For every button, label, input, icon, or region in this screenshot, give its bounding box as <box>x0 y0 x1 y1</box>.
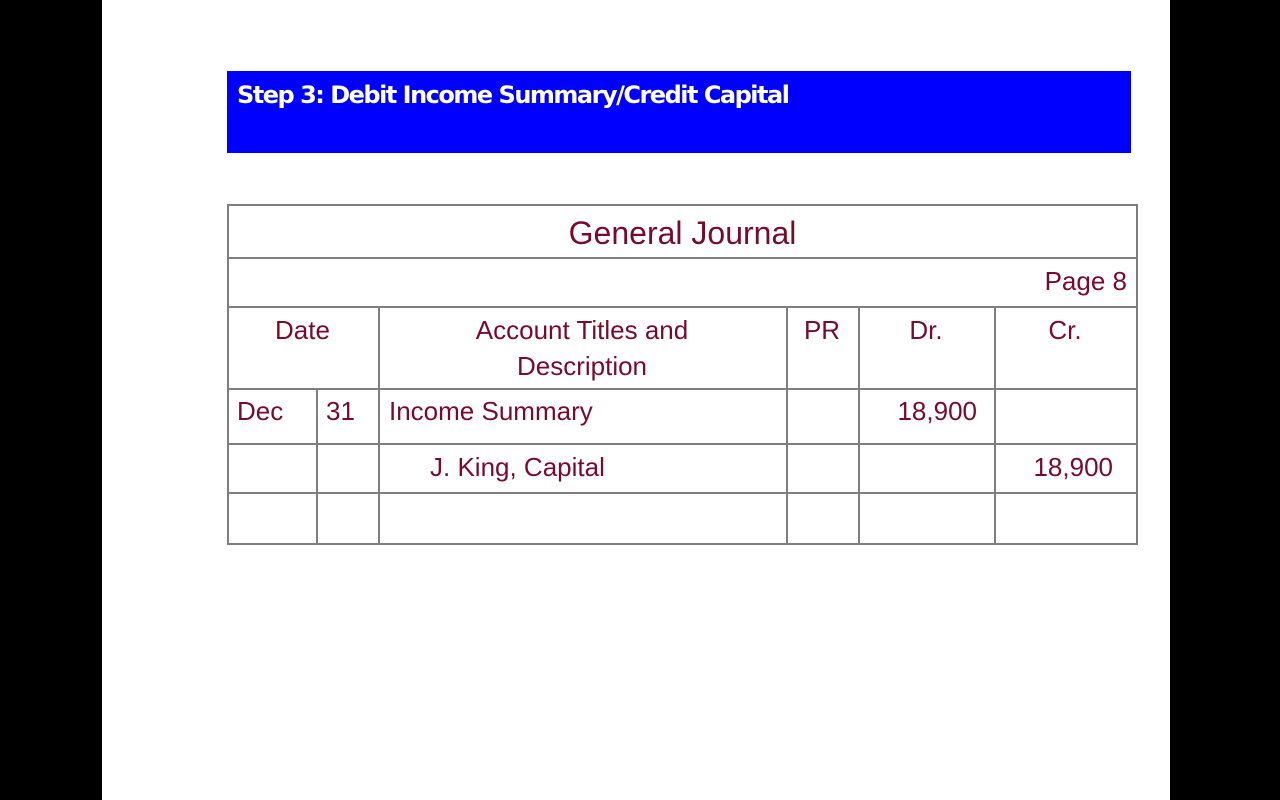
table-rule-title <box>227 257 1138 259</box>
journal-title: General Journal <box>568 215 797 251</box>
table-border-bottom <box>227 543 1138 545</box>
table-border-right <box>1136 204 1138 545</box>
row1-day: 31 <box>326 396 355 426</box>
table-rule-row2 <box>227 492 1138 494</box>
column-rule-month-day <box>316 388 318 545</box>
header-credit: Cr. <box>1048 315 1082 345</box>
table-border-left <box>227 204 229 545</box>
header-date: Date <box>275 315 330 345</box>
table-border-top <box>227 204 1138 206</box>
row2-account: J. King, Capital <box>430 452 605 482</box>
table-rule-page <box>227 306 1138 308</box>
slide <box>102 0 1170 800</box>
header-pr: PR <box>803 315 841 345</box>
header-account-line2: Description <box>516 351 648 381</box>
header-debit: Dr. <box>909 315 943 345</box>
step-banner <box>227 71 1131 153</box>
step-title: Step 3: Debit Income Summary/Credit Capital <box>237 81 789 109</box>
row1-month: Dec <box>237 396 284 426</box>
table-rule-row1 <box>227 443 1138 445</box>
row1-debit: 18,900 <box>897 396 977 426</box>
header-account-line1: Account Titles and <box>475 315 689 345</box>
table-rule-header <box>227 388 1138 390</box>
general-journal-table <box>227 204 1136 545</box>
row2-credit: 18,900 <box>1033 452 1113 482</box>
row1-account: Income Summary <box>389 396 593 426</box>
page-number: Page 8 <box>1044 266 1127 296</box>
